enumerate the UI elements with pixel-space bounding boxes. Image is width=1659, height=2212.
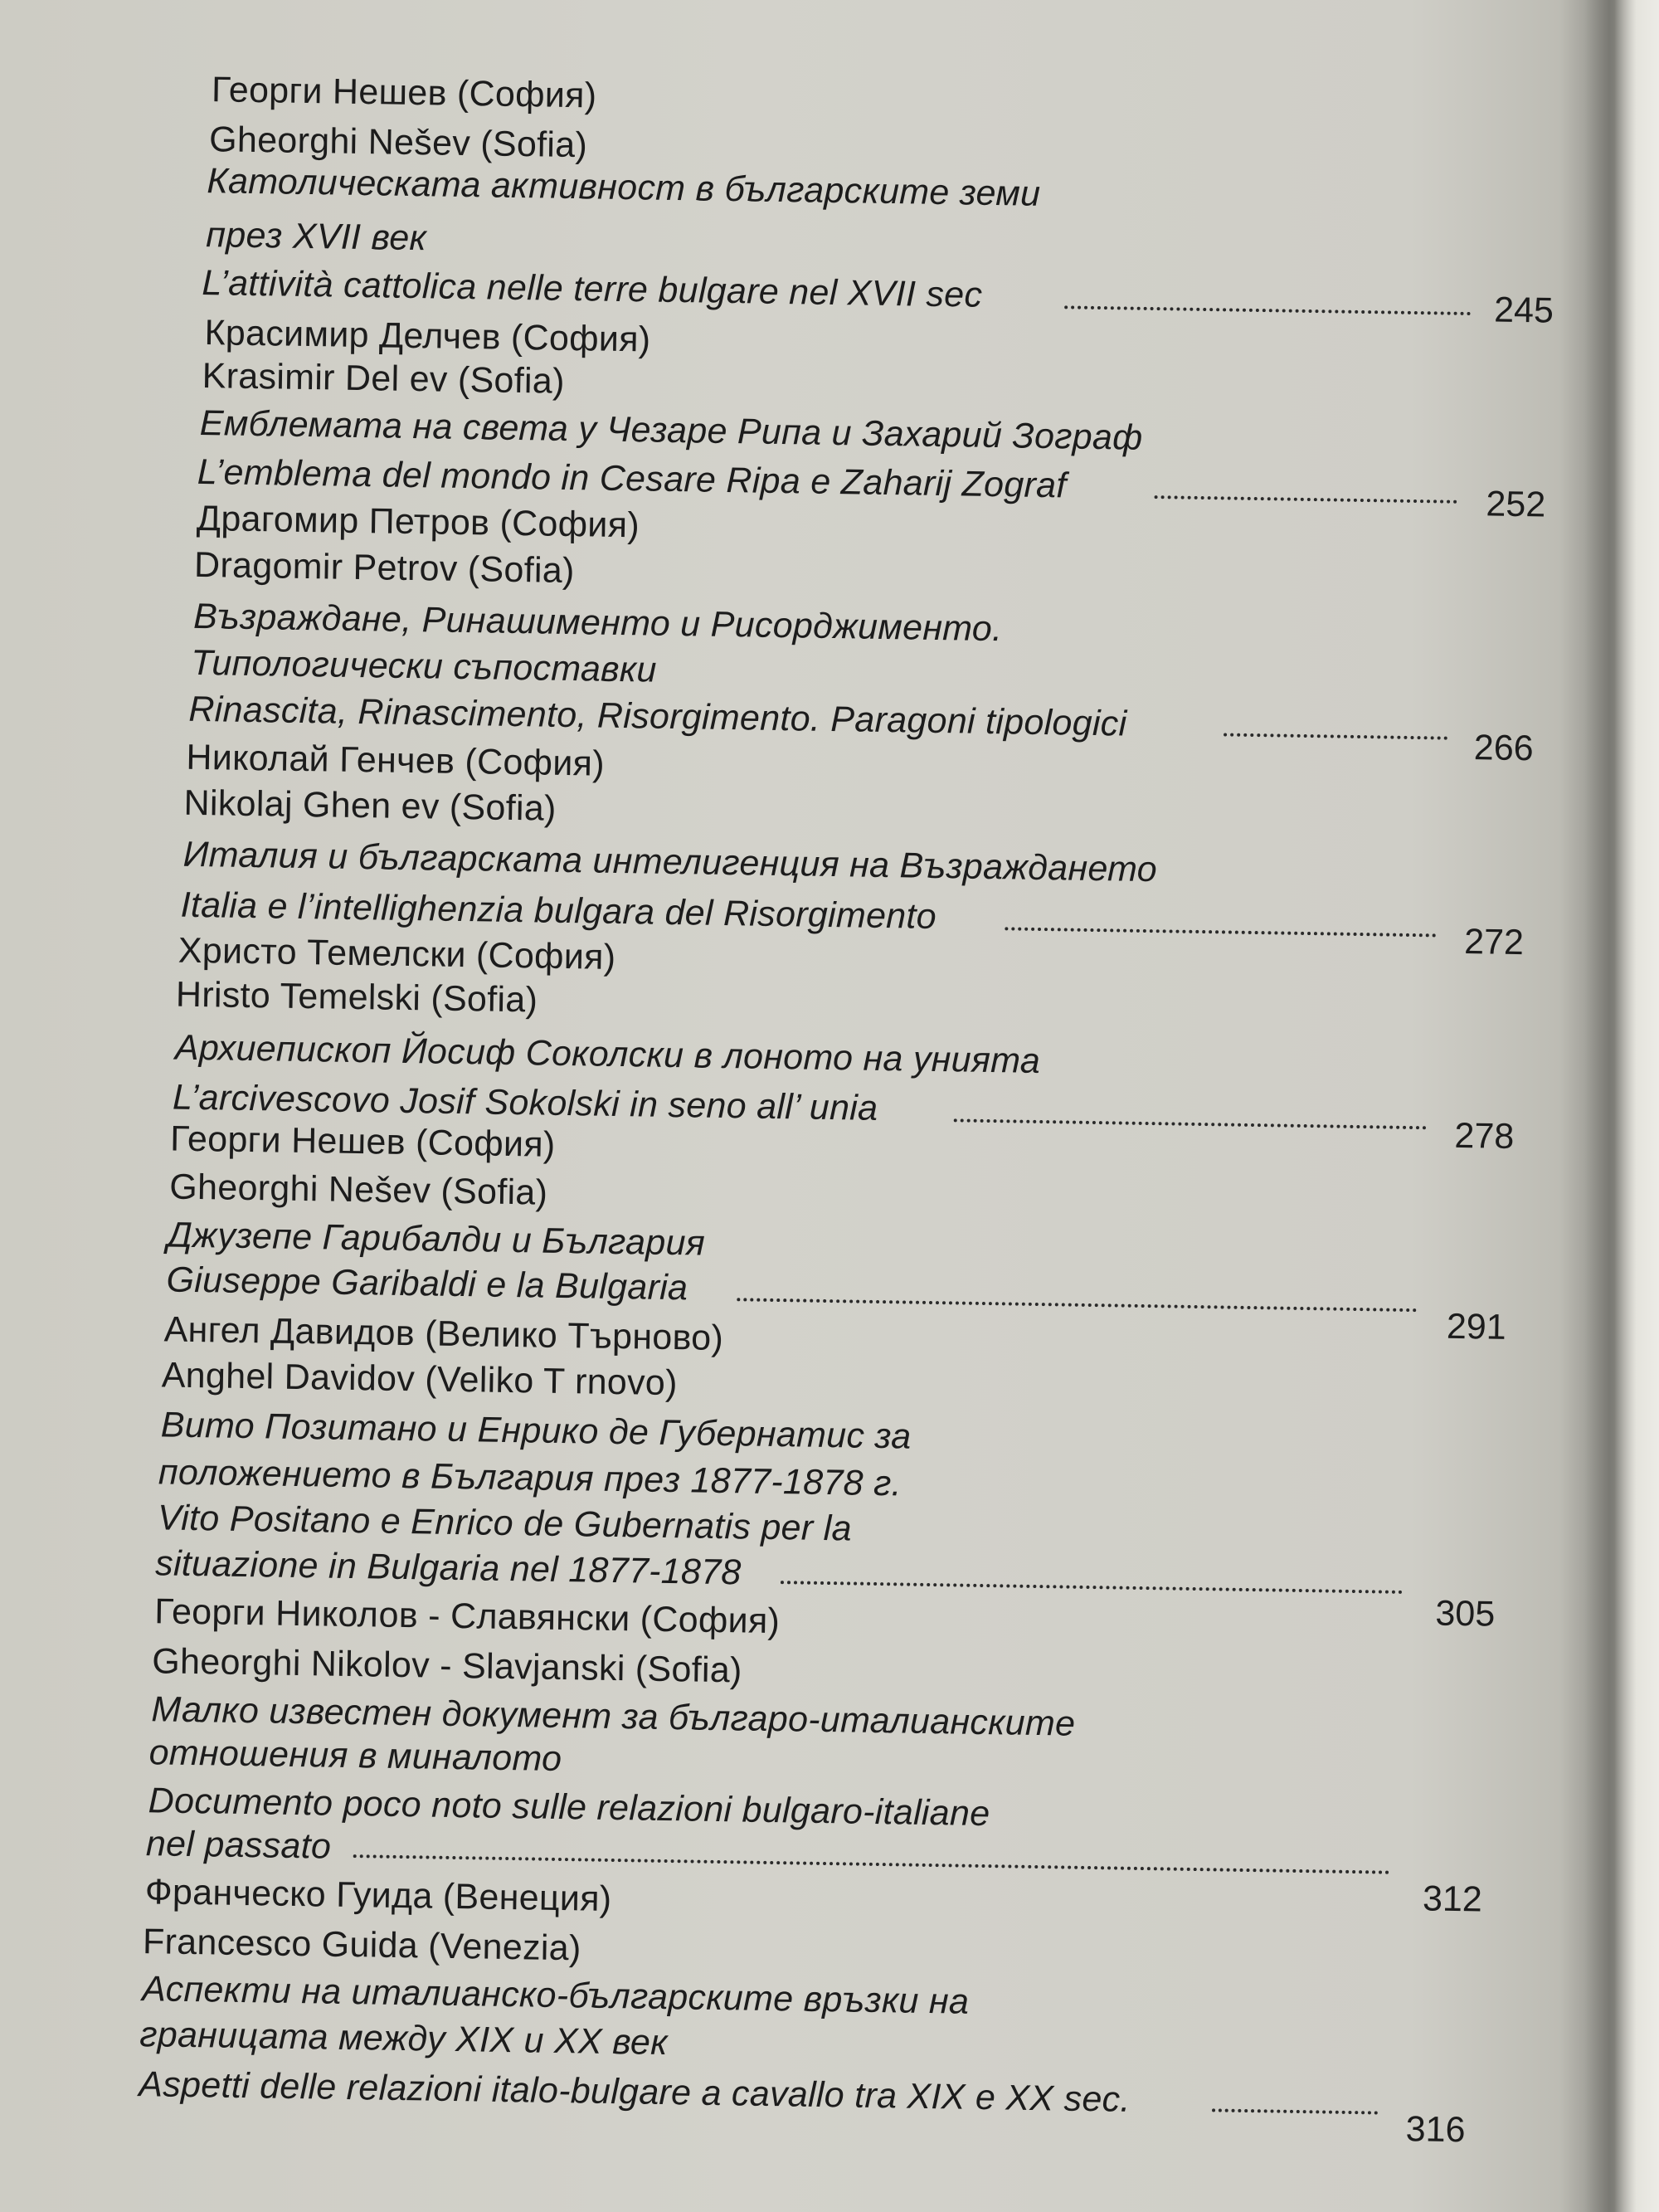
entry-6-page-number: 291 <box>1446 1306 1507 1347</box>
entry-5-title-line-1: Архиепископ Йосиф Соколски в лоното на унията <box>174 1027 1041 1081</box>
entry-5-author-cyrillic: Христо Темелски (София) <box>178 930 616 977</box>
entry-5-title-line-2: L’arcivescovo Josif Sokolski in seno all’ unia <box>172 1077 878 1128</box>
entry-8-author-cyrillic: Георги Николов - Славянски (София) <box>153 1591 781 1642</box>
entry-3-author-latin: Dragomir Petrov (Sofia) <box>193 544 576 592</box>
entry-6-title-line-2: Giuseppe Garibaldi e la Bulgaria <box>166 1259 688 1308</box>
entry-9-author-cyrillic: Франческо Гуида (Венеция) <box>144 1872 612 1919</box>
entry-7-page-number: 305 <box>1435 1593 1496 1635</box>
entry-9-leader-dots <box>1212 2103 1378 2114</box>
entry-4-leader-dots <box>1005 922 1436 937</box>
entry-8-title-line-4: nel passato <box>145 1824 332 1867</box>
entry-7-title-line-3: Vito Positano e Enrico de Gubernatis per la <box>157 1498 853 1549</box>
entry-6-author-latin: Gheorghi Nešev (Sofia) <box>168 1167 548 1213</box>
entry-1-author-cyrillic: Георги Нешев (София) <box>211 70 597 116</box>
entry-3-title-line-2: Типологически съпоставки <box>190 642 658 690</box>
entry-1-title-line-2: през XVII век <box>206 215 427 259</box>
entry-1-title-line-1: Католическата активност в българските земи <box>207 161 1041 214</box>
entry-4-title-line-2: Italia e l’intellighenzia bulgara del Risorgimento <box>180 884 937 937</box>
entry-1-author-latin: Gheorghi Nešev (Sofia) <box>208 119 588 166</box>
entry-7-title-line-1: Вито Позитано и Енрико де Губернатис за <box>160 1405 912 1457</box>
entry-3-leader-dots <box>1224 728 1447 739</box>
entry-2-title-line-2: L’emblema del mondo in Cesare Ripa e Zaharij Zograf <box>197 451 1067 506</box>
entry-8-leader-dots <box>353 1849 1390 1874</box>
entry-4-title-line-1: Италия и българската интелигенция на Възраждането <box>182 834 1158 890</box>
entry-8-title-line-1: Малко известен документ за българо-италианските <box>151 1689 1076 1744</box>
entry-6-leader-dots <box>737 1293 1417 1312</box>
entry-6-author-cyrillic: Георги Нешев (София) <box>169 1118 556 1165</box>
entry-8-page-number: 312 <box>1422 1878 1483 1920</box>
entry-2-leader-dots <box>1155 490 1457 504</box>
entry-2-page-number: 252 <box>1486 484 1546 525</box>
entry-7-title-line-2: положението в България през 1877-1878 г. <box>158 1452 902 1504</box>
entry-5-leader-dots <box>954 1113 1427 1129</box>
entry-7-author-cyrillic: Ангел Давидов (Велико Търново) <box>163 1309 724 1359</box>
entry-4-author-cyrillic: Николай Генчев (София) <box>186 737 606 784</box>
entry-9-title-line-2: границата между XIX и XX век <box>139 2015 669 2063</box>
entry-5-author-latin: Hristo Temelski (Sofia) <box>175 974 538 1021</box>
entry-3-title-line-3: Rinascita, Rinascimento, Risorgimento. Paragoni tipologici <box>188 689 1127 744</box>
entry-2-author-cyrillic: Красимир Делчев (София) <box>204 313 651 360</box>
entry-8-title-line-2: отношения в миналото <box>148 1732 562 1780</box>
entry-4-author-latin: Nikolaj Ghen ev (Sofia) <box>183 782 557 829</box>
entry-3-page-number: 266 <box>1473 728 1534 769</box>
entry-4-page-number: 272 <box>1463 921 1525 963</box>
entry-8-title-line-3: Documento poco noto sulle relazioni bulgaro-italiane <box>148 1781 990 1834</box>
page-edge-shadow <box>1584 0 1659 2212</box>
entry-7-title-line-4: situazione in Bulgaria nel 1877-1878 <box>154 1543 742 1593</box>
entry-9-title-line-1: Аспекти на италианско-българските връзки на <box>141 1969 970 2022</box>
entry-1-leader-dots <box>1064 300 1471 315</box>
entry-3-author-cyrillic: Драгомир Петров (София) <box>196 498 640 546</box>
entry-2-title-line-1: Емблемата на света у Чезаре Рипа и Захарий Зограф <box>199 402 1143 458</box>
entry-1-page-number: 245 <box>1493 290 1554 331</box>
entry-1-title-line-3: L’attività cattolica nelle terre bulgare nel XVII sec <box>202 262 983 315</box>
entry-8-author-latin: Gheorghi Nikolov - Slavjanski (Sofia) <box>152 1641 743 1691</box>
entry-9-page-number: 316 <box>1405 2109 1466 2151</box>
entry-5-page-number: 278 <box>1454 1115 1515 1157</box>
entry-9-author-latin: Francesco Guida (Venezia) <box>142 1922 581 1969</box>
entry-3-title-line-1: Възраждане, Ринашименто и Рисорджименто. <box>192 596 1003 650</box>
entry-7-leader-dots <box>781 1576 1403 1594</box>
entry-7-author-latin: Anghel Davidov (Veliko T rnovo) <box>161 1355 679 1404</box>
entry-9-title-line-3: Aspetti delle relazioni italo-bulgare a cavallo tra XIX e XX sec. <box>139 2064 1131 2120</box>
entry-2-author-latin: Krasimir Del ev (Sofia) <box>202 356 566 402</box>
entry-6-title-line-1: Джузепе Гарибалди и България <box>167 1215 706 1264</box>
